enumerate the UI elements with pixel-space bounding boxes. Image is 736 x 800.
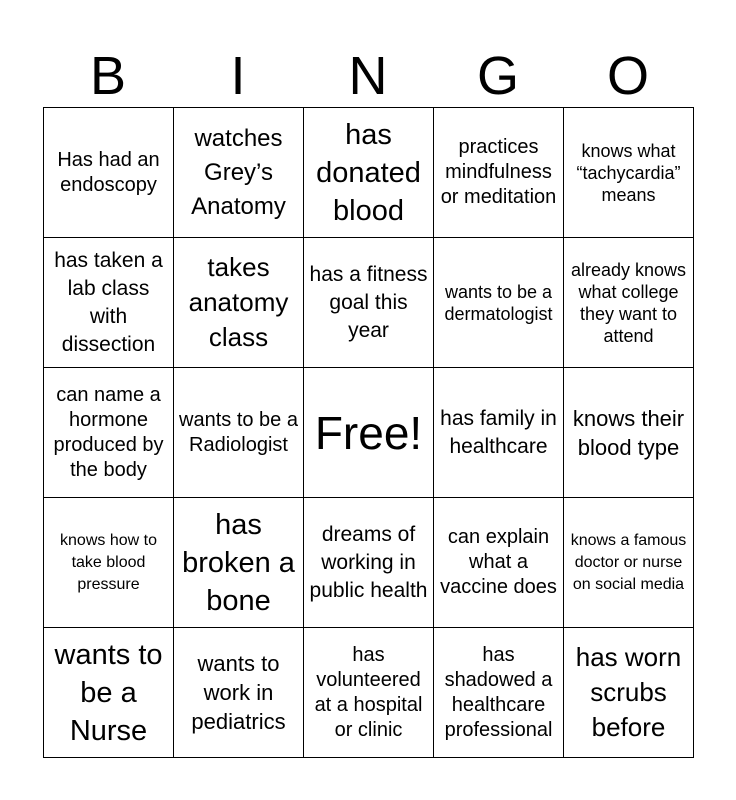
header-letter-b: B	[89, 46, 127, 106]
bingo-cell-text: knows what “tachycardia” means	[576, 140, 681, 205]
bingo-cell-text: has a fitness goal this year	[309, 262, 428, 342]
bingo-cell	[174, 238, 304, 368]
bingo-cell	[174, 368, 304, 498]
bingo-cell-text: dreams of working in public health	[309, 522, 428, 602]
bingo-cell-text: knows a famous doctor or nurse on social media	[570, 531, 687, 593]
bingo-cell	[434, 108, 564, 238]
bingo-cell-text: wants to be a dermatologist	[444, 281, 553, 324]
bingo-cell	[434, 368, 564, 498]
bingo-cell	[44, 368, 174, 498]
bingo-cell-text: has shadowed a healthcare professional	[444, 643, 553, 741]
header-letter-i: I	[230, 46, 246, 106]
bingo-cell-text: has donated blood	[316, 118, 421, 227]
bingo-cell	[434, 628, 564, 758]
header-letter-g: G	[476, 46, 519, 106]
bingo-cell	[434, 498, 564, 628]
bingo-card-grid	[43, 107, 694, 758]
bingo-cell	[44, 238, 174, 368]
bingo-cell-text: has broken a bone	[182, 508, 295, 617]
bingo-cell	[174, 498, 304, 628]
bingo-cell-text: knows their blood type	[572, 405, 685, 460]
bingo-cell-text: Free!	[314, 406, 423, 459]
bingo-cell	[174, 628, 304, 758]
bingo-cell-text: wants to work in pediatrics	[191, 651, 286, 734]
bingo-cell-text: wants to be a Radiologist	[179, 408, 298, 456]
bingo-cell-text: practices mindfulness or meditation	[440, 136, 557, 208]
bingo-cell-text: wants to be a Nurse	[54, 638, 163, 747]
bingo-cell-text: already knows what college they want to attend	[570, 259, 687, 346]
bingo-free-space	[304, 368, 434, 498]
bingo-cell-text: has volunteered at a hospital or clinic	[314, 643, 423, 741]
bingo-cell-text: has worn scrubs before	[575, 642, 682, 742]
bingo-cell	[304, 498, 434, 628]
bingo-cell-text: Has had an endoscopy	[57, 148, 160, 196]
bingo-cell-text: knows how to take blood pressure	[60, 531, 157, 593]
header-letter-o: O	[606, 46, 649, 106]
bingo-cell	[304, 108, 434, 238]
bingo-cell-text: watches Grey’s Anatomy	[191, 124, 286, 220]
bingo-cell	[564, 628, 694, 758]
bingo-cell	[174, 108, 304, 238]
bingo-cell	[44, 498, 174, 628]
header-letter-n: N	[348, 46, 388, 106]
bingo-cell-text: can name a hormone produced by the body	[53, 383, 164, 481]
bingo-cell	[564, 368, 694, 498]
bingo-cell	[434, 238, 564, 368]
bingo-cell	[304, 238, 434, 368]
bingo-cell-text: can explain what a vaccine does	[440, 526, 557, 598]
bingo-cell	[44, 628, 174, 758]
bingo-cell-text: has taken a lab class with dissection	[54, 248, 163, 356]
bingo-cell	[44, 108, 174, 238]
bingo-cell	[304, 628, 434, 758]
bingo-cell-text: takes anatomy class	[188, 252, 289, 352]
bingo-cell	[564, 498, 694, 628]
bingo-cell-text: has family in healthcare	[440, 406, 557, 458]
bingo-cell	[564, 108, 694, 238]
bingo-cell	[564, 238, 694, 368]
bingo-header	[43, 44, 693, 108]
